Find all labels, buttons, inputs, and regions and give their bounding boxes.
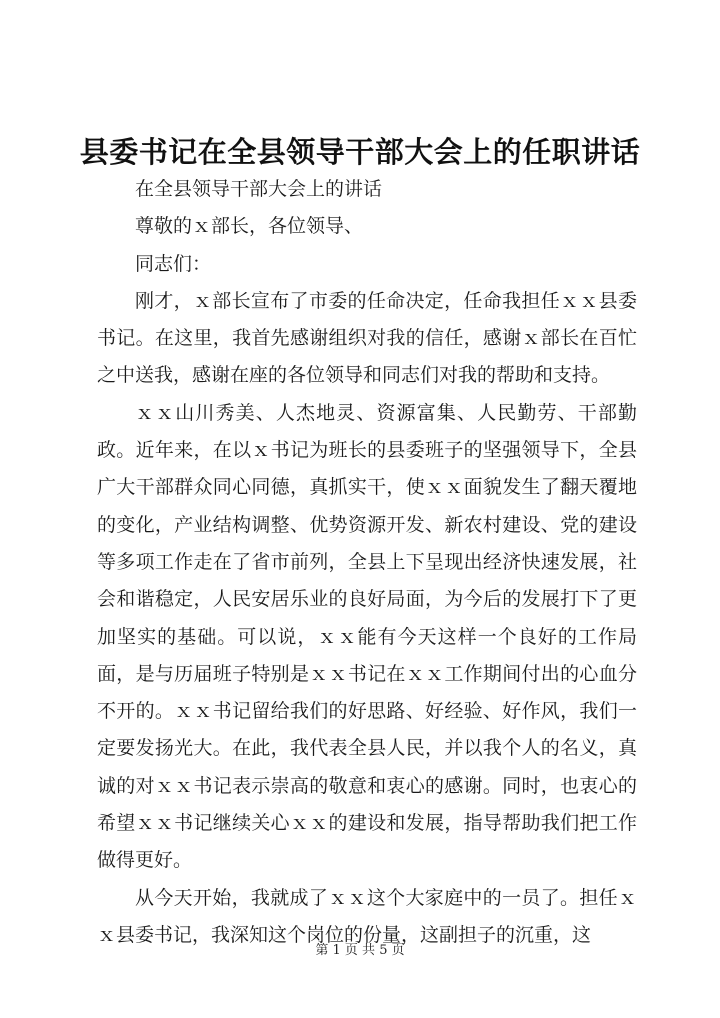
paragraph: 在全县领导干部大会上的讲话 (135, 178, 383, 200)
paragraph: ｘｘ山川秀美、人杰地灵、资源富集、人民勤劳、干部勤政。近年来，在以ｘ书记为班长的县委班子的坚强领导下，全县广大干部群众同心同德，真抓实干，使ｘｘ面貌发生了翻天覆地的变化，产业结构调整、优势资源开发、新农村建设、党的建设等多项工作走在了省市前列，全县上下呈现出经济快速发展，社会和谐稳定，人民安居乐业的良好局面，为今后的发展打下了更加坚实的基础。可以说，ｘｘ能有今天这样一个良好的工作局面，是与历届班子特别是ｘｘ书记在ｘｘ工作期间付出的心血分不开的。ｘｘ书记留给我们的好思路、好经验、好作风，我们一定要发扬光大。在此，我代表全县人民，并以我个人的名义，真诚的对ｘｘ书记表示崇高的敬意和衷心的感谢。同时，也衷心的希望ｘｘ书记继续关心ｘｘ的建设和发展，指导帮助我们把工作做得更好。 (97, 401, 637, 872)
paragraph: 尊敬的ｘ部长，各位领导、 (135, 215, 364, 238)
document-body (97, 171, 637, 954)
page-number-footer: 第 1 页 共 5 页 (315, 943, 405, 958)
paragraph: 刚才，ｘ部长宣布了市委的任命决定，任命我担任ｘｘ县委书记。在这里，我首先感谢组织对我的信任，感谢ｘ部长在百忙之中送我，感谢在座的各位领导和同志们对我的帮助和支持。 (97, 289, 637, 387)
paragraph: 从今天开始，我就成了ｘｘ这个大家庭中的一员了。担任ｘｘ县委书记，我深知这个岗位的份量，这副担子的沉重，这 (97, 886, 637, 946)
paragraph: 同志们： (135, 252, 212, 275)
document-title: 县委书记在全县领导干部大会上的任职讲话 (79, 135, 641, 169)
